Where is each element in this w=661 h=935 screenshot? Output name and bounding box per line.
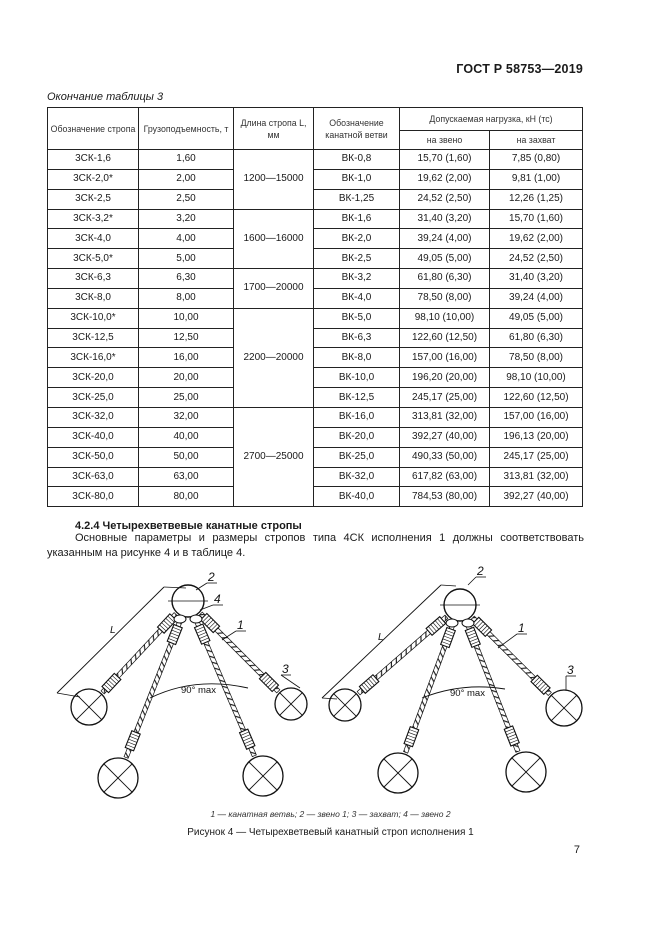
cell-designation: 3СК-10,0* bbox=[48, 308, 139, 328]
table-row bbox=[48, 368, 583, 388]
cell-branch: ВК-3,2 bbox=[314, 269, 400, 289]
cell-load-grip: 39,24 (4,00) bbox=[490, 288, 583, 308]
cell-branch: ВК-2,0 bbox=[314, 229, 400, 249]
second-link bbox=[446, 619, 458, 627]
table-row bbox=[48, 447, 583, 467]
cell-designation: 3СК-6,3 bbox=[48, 269, 139, 289]
cell-branch: ВК-32,0 bbox=[314, 467, 400, 487]
cell-load-grip: 78,50 (8,00) bbox=[490, 348, 583, 368]
cell-load-grip: 19,62 (2,00) bbox=[490, 229, 583, 249]
cell-designation: 3СК-12,5 bbox=[48, 328, 139, 348]
leader-line bbox=[468, 577, 476, 585]
cell-branch: ВК-1,0 bbox=[314, 169, 400, 189]
cell-load-link: 392,27 (40,00) bbox=[400, 427, 490, 447]
table-row bbox=[48, 427, 583, 447]
cell-capacity: 25,00 bbox=[139, 388, 234, 408]
sling-figure bbox=[0, 558, 661, 808]
cell-capacity: 80,00 bbox=[139, 487, 234, 507]
section-title: 4.2.4 Четырехветвевые канатные стропы bbox=[75, 520, 302, 532]
callout-n3: 3 bbox=[282, 662, 289, 676]
table-row bbox=[48, 328, 583, 348]
cell-load-link: 617,82 (63,00) bbox=[400, 467, 490, 487]
sling-left-view bbox=[57, 570, 307, 798]
page-number: 7 bbox=[573, 844, 580, 856]
cell-branch: ВК-4,0 bbox=[314, 288, 400, 308]
cell-designation: 3СК-50,0 bbox=[48, 447, 139, 467]
header-designation: Обозначение стропа bbox=[48, 108, 139, 150]
section-paragraph: Основные параметры и размеры стропов типа 4СК исполнения 1 должны соответствовать указанным на рисунке 4 и в таблице 4. bbox=[47, 532, 584, 559]
cell-capacity: 5,00 bbox=[139, 249, 234, 269]
cell-designation: 3СК-63,0 bbox=[48, 467, 139, 487]
cell-load-link: 98,10 (10,00) bbox=[400, 308, 490, 328]
cell-designation: 3СК-80,0 bbox=[48, 487, 139, 507]
cell-capacity: 40,00 bbox=[139, 427, 234, 447]
cell-capacity: 20,00 bbox=[139, 368, 234, 388]
table-row bbox=[48, 249, 583, 269]
cell-branch: ВК-6,3 bbox=[314, 328, 400, 348]
header-load-link: на звено bbox=[400, 131, 490, 150]
cell-load-link: 39,24 (4,00) bbox=[400, 229, 490, 249]
table-row bbox=[48, 467, 583, 487]
spec-table bbox=[47, 107, 583, 507]
table-row bbox=[48, 487, 583, 507]
figure-caption: Рисунок 4 — Четырехветвевый канатный строп исполнения 1 bbox=[187, 827, 474, 838]
cell-length: 1200—15000 bbox=[234, 150, 314, 210]
cell-load-link: 245,17 (25,00) bbox=[400, 388, 490, 408]
table-row bbox=[48, 209, 583, 229]
leader-line bbox=[498, 634, 517, 648]
length-label: L bbox=[378, 632, 384, 643]
callout-n2: 2 bbox=[477, 564, 484, 578]
cell-length: 2700—25000 bbox=[234, 407, 314, 506]
cell-load-link: 157,00 (16,00) bbox=[400, 348, 490, 368]
cell-branch: ВК-40,0 bbox=[314, 487, 400, 507]
table-row bbox=[48, 150, 583, 170]
header-length: Длина стропа L, мм bbox=[234, 108, 314, 150]
cell-capacity: 8,00 bbox=[139, 288, 234, 308]
cell-designation: 3СК-40,0 bbox=[48, 427, 139, 447]
cell-load-grip: 98,10 (10,00) bbox=[490, 368, 583, 388]
table-caption: Окончание таблицы 3 bbox=[47, 91, 164, 103]
table-row bbox=[48, 189, 583, 209]
cell-designation: 3СК-2,5 bbox=[48, 189, 139, 209]
header-load-grip: на захват bbox=[490, 131, 583, 150]
cell-branch: ВК-0,8 bbox=[314, 150, 400, 170]
standard-code: ГОСТ Р 58753—2019 bbox=[456, 62, 583, 76]
cell-designation: 3СК-25,0 bbox=[48, 388, 139, 408]
cell-branch: ВК-10,0 bbox=[314, 368, 400, 388]
cell-load-link: 31,40 (3,20) bbox=[400, 209, 490, 229]
cell-designation: 3СК-4,0 bbox=[48, 229, 139, 249]
cell-capacity: 32,00 bbox=[139, 407, 234, 427]
cell-capacity: 2,50 bbox=[139, 189, 234, 209]
cell-load-grip: 49,05 (5,00) bbox=[490, 308, 583, 328]
cell-load-grip: 24,52 (2,50) bbox=[490, 249, 583, 269]
figure-legend: 1 — канатная ветвь; 2 — звено 1; 3 — захват; 4 — звено 2 bbox=[210, 809, 451, 819]
cell-branch: ВК-12,5 bbox=[314, 388, 400, 408]
sling-right-view bbox=[322, 564, 582, 793]
cell-load-link: 313,81 (32,00) bbox=[400, 407, 490, 427]
cell-load-grip: 392,27 (40,00) bbox=[490, 487, 583, 507]
callout-n1: 1 bbox=[518, 621, 525, 635]
cell-branch: ВК-20,0 bbox=[314, 427, 400, 447]
cell-branch: ВК-1,6 bbox=[314, 209, 400, 229]
second-link bbox=[190, 615, 202, 623]
cell-capacity: 4,00 bbox=[139, 229, 234, 249]
cell-designation: 3СК-20,0 bbox=[48, 368, 139, 388]
second-link bbox=[174, 615, 186, 623]
cell-length: 1600—16000 bbox=[234, 209, 314, 269]
header-capacity: Грузоподъемность, т bbox=[139, 108, 234, 150]
cell-branch: ВК-25,0 bbox=[314, 447, 400, 467]
cell-load-link: 24,52 (2,50) bbox=[400, 189, 490, 209]
leader-line bbox=[281, 675, 300, 688]
cell-load-grip: 31,40 (3,20) bbox=[490, 269, 583, 289]
length-label: L bbox=[110, 625, 116, 636]
header-load-group: Допускаемая нагрузка, кН (тс) bbox=[400, 108, 583, 131]
cell-capacity: 50,00 bbox=[139, 447, 234, 467]
table-row bbox=[48, 388, 583, 408]
cell-capacity: 63,00 bbox=[139, 467, 234, 487]
table-row bbox=[48, 288, 583, 308]
cell-load-grip: 157,00 (16,00) bbox=[490, 407, 583, 427]
callout-n3: 3 bbox=[567, 663, 574, 677]
cell-load-link: 784,53 (80,00) bbox=[400, 487, 490, 507]
table-row bbox=[48, 269, 583, 289]
cell-capacity: 10,00 bbox=[139, 308, 234, 328]
leader-line bbox=[196, 583, 207, 590]
cell-capacity: 3,20 bbox=[139, 209, 234, 229]
cell-load-grip: 122,60 (12,50) bbox=[490, 388, 583, 408]
cell-load-link: 490,33 (50,00) bbox=[400, 447, 490, 467]
cell-load-link: 122,60 (12,50) bbox=[400, 328, 490, 348]
cell-load-grip: 15,70 (1,60) bbox=[490, 209, 583, 229]
second-link bbox=[462, 619, 474, 627]
cell-load-grip: 12,26 (1,25) bbox=[490, 189, 583, 209]
cell-designation: 3СК-5,0* bbox=[48, 249, 139, 269]
cell-load-grip: 7,85 (0,80) bbox=[490, 150, 583, 170]
cell-designation: 3СК-2,0* bbox=[48, 169, 139, 189]
cell-capacity: 2,00 bbox=[139, 169, 234, 189]
cell-load-link: 15,70 (1,60) bbox=[400, 150, 490, 170]
table-row bbox=[48, 229, 583, 249]
cell-load-grip: 313,81 (32,00) bbox=[490, 467, 583, 487]
header-branch: Обозначение канатной ветви bbox=[314, 108, 400, 150]
angle-label: 90° max bbox=[450, 688, 485, 699]
callout-n2: 2 bbox=[208, 570, 215, 584]
callout-n4: 4 bbox=[214, 592, 221, 606]
table-row bbox=[48, 407, 583, 427]
table-row bbox=[48, 348, 583, 368]
cell-branch: ВК-8,0 bbox=[314, 348, 400, 368]
cell-designation: 3СК-1,6 bbox=[48, 150, 139, 170]
cell-load-link: 61,80 (6,30) bbox=[400, 269, 490, 289]
cell-length: 2200—20000 bbox=[234, 308, 314, 407]
cell-load-grip: 196,13 (20,00) bbox=[490, 427, 583, 447]
angle-label: 90° max bbox=[181, 685, 216, 696]
cell-capacity: 12,50 bbox=[139, 328, 234, 348]
callout-n1: 1 bbox=[237, 618, 244, 632]
cell-load-grip: 61,80 (6,30) bbox=[490, 328, 583, 348]
cell-load-grip: 9,81 (1,00) bbox=[490, 169, 583, 189]
cell-load-link: 49,05 (5,00) bbox=[400, 249, 490, 269]
cell-branch: ВК-16,0 bbox=[314, 407, 400, 427]
cell-load-grip: 245,17 (25,00) bbox=[490, 447, 583, 467]
cell-load-link: 196,20 (20,00) bbox=[400, 368, 490, 388]
cell-capacity: 1,60 bbox=[139, 150, 234, 170]
cell-branch: ВК-2,5 bbox=[314, 249, 400, 269]
cell-load-link: 78,50 (8,00) bbox=[400, 288, 490, 308]
table-row bbox=[48, 169, 583, 189]
cell-designation: 3СК-16,0* bbox=[48, 348, 139, 368]
cell-load-link: 19,62 (2,00) bbox=[400, 169, 490, 189]
cell-designation: 3СК-32,0 bbox=[48, 407, 139, 427]
table-row bbox=[48, 308, 583, 328]
extension-line bbox=[441, 585, 456, 586]
cell-designation: 3СК-8,0 bbox=[48, 288, 139, 308]
cell-branch: ВК-1,25 bbox=[314, 189, 400, 209]
cell-branch: ВК-5,0 bbox=[314, 308, 400, 328]
cell-length: 1700—20000 bbox=[234, 269, 314, 309]
cell-designation: 3СК-3,2* bbox=[48, 209, 139, 229]
cell-capacity: 16,00 bbox=[139, 348, 234, 368]
cell-capacity: 6,30 bbox=[139, 269, 234, 289]
